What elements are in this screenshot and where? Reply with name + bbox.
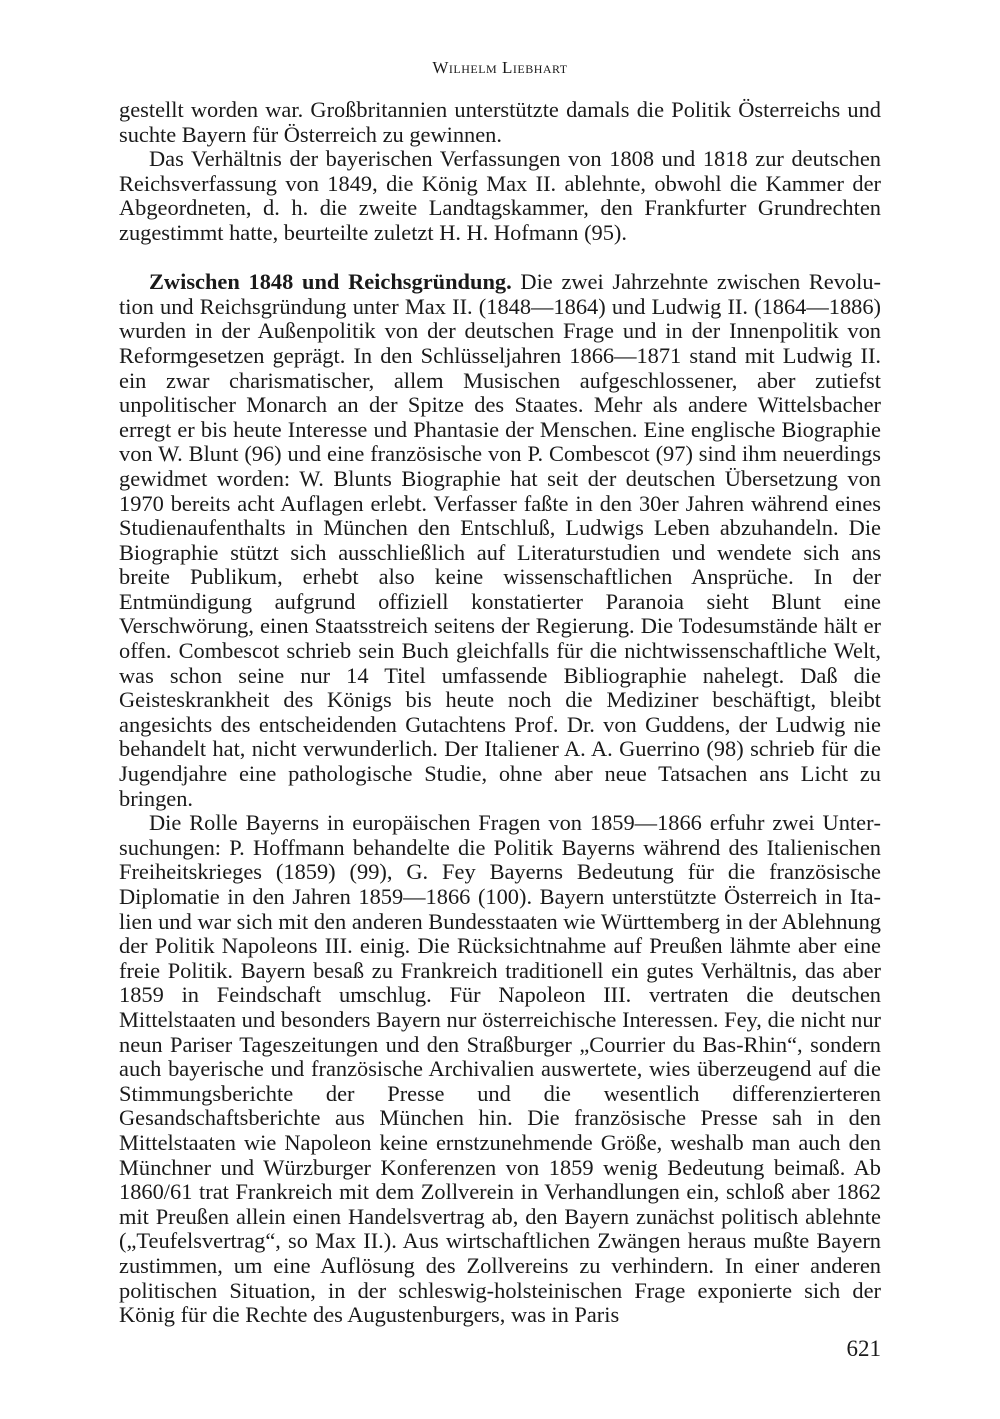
page-number: 621 bbox=[846, 1336, 881, 1361]
paragraph: gestellt worden war. Großbritannien unterstützte damals die Politik Österreichs und suchte Bayern für Österreich zu gewinnen. bbox=[119, 97, 881, 147]
section-heading: Zwischen 1848 und Reichsgründung. bbox=[149, 269, 512, 295]
body-text bbox=[119, 98, 881, 1328]
paragraph: Die Rolle Bayerns in europäischen Fragen von 1859—1866 erfuhr zwei Untersuchungen: P. Hoffmann behandelte die Politik Bayerns während des Italienischen Freiheitskrieges (1859) (99), G. Fey Bayerns Bedeutung für die französische Diplomatie in den Jahren 1859—1866 (100). Bayern unterstützte Österreich in Italien und war sich mit den anderen Bundesstaaten wie Württemberg in der Ablehnung der Politik Napoleons III. einig. Die Rücksichtnahme auf Preußen lähmte aber eine freie Politik. Bayern besaß zu Frankreich traditionell ein gutes Verhältnis, das aber 1859 in Feindschaft umschlug. Für Napoleon III. vertraten die deutschen Mittelstaaten und besonders Bayern nur österreichische Interessen. Fey, die nicht nur neun Pariser Tageszeitungen und den Straßburger „Courrier du Bas-Rhin“, sondern auch bayerische und französische Archivalien auswertete, wies überzeugend auf die Stimmungsberichte der Presse und die wesentlich differenzierteren Gesandschaftsberichte aus München hin. Die französische Presse sah in den Mittelstaaten wie Napoleon keine ernstzunehmende Größe, weshalb man auch den Münchner und Würzburger Konferenzen von 1859 wenig Bedeutung beimaß. Ab 1860/61 trat Frankreich mit dem Zollverein in Verhandlungen ein, schloß aber 1862 mit Preußen allein einen Handelsvertrag ab, den Bayern zunächst politisch ablehnte („Teufelsvertrag“, so Max II.). Aus wirtschaftlichen Zwängen heraus mußte Bayern zustimmen, um eine Auflösung des Zollvereins zu verhindern. In einer anderen politischen Situation, in der schleswig-holsteinischen Frage exponierte sich der König für die Rechte des Augustenburgers, was in Paris bbox=[119, 810, 881, 1328]
paragraph: Das Verhältnis der bayerischen Verfassungen von 1808 und 1818 zur deutschen Reichsverfassung von 1849, die König Max II. ablehnte, obwohl die Kammer der Abgeordneten, d. h. die zweite Landtagskammer, den Frankfurter Grundrechten zugestimmt hatte, beurteilte zuletzt H. H. Hofmann (95). bbox=[119, 146, 881, 245]
section-paragraph bbox=[119, 270, 881, 811]
paragraph-text: Die zwei Jahrzehnte zwischen Revolution und Reichsgründung unter Max II. (1848—1864) und Ludwig II. (1864—1886) wurden in der Außenpolitik von der deutschen Frage und in der Innenpolitik von Reformgesetzen geprägt. In den Schlüsseljahren 1866—1871 stand mit Ludwig II. ein zwar charismatischer, allem Musischen aufgeschlossener, aber zutiefst unpolitischer Monarch an der Spitze des Staates. Mehr als andere Wittelsbacher erregt er bis heute Interesse und Phantasie der Menschen. Eine englische Biographie von W. Blunt (96) und eine französische von P. Combescot (97) sind ihm neuerdings gewidmet worden: W. Blunts Biographie hat seit der deutschen Übersetzung von 1970 bereits acht Auflagen erlebt. Verfasser faßte in den 30er Jahren während eines Studienaufenthalts in München den Entschluß, Ludwigs Leben abzuhandeln. Die Biographie stützt sich ausschließlich auf Literaturstudien und wendete sich ans breite Publikum, erhebt also keine wissenschaftlichen Ansprüche. In der Entmündigung aufgrund offiziell konstatierter Paranoia sieht Blunt eine Verschwörung, einen Staatsstreich seitens der Regierung. Die Todesumstände hält er offen. Combescot schrieb sein Buch gleichfalls für die nichtwissenschaftliche Welt, was schon seine nur 14 Titel umfassende Bibliographie nahelegt. Daß die Geisteskrankheit des Königs bis heute noch die Mediziner beschäftigt, bleibt angesichts des entscheidenden Gutachtens Prof. Dr. von Guddens, der Ludwig nie behandelt hat, nicht verwunderlich. Der Italiener A. A. Guerrino (98) schrieb für die Jugendjahre eine pathologische Studie, ohne aber neue Tatsachen ans Licht zu bringen. bbox=[119, 269, 881, 811]
running-head: Wilhelm Liebhart bbox=[432, 58, 568, 77]
